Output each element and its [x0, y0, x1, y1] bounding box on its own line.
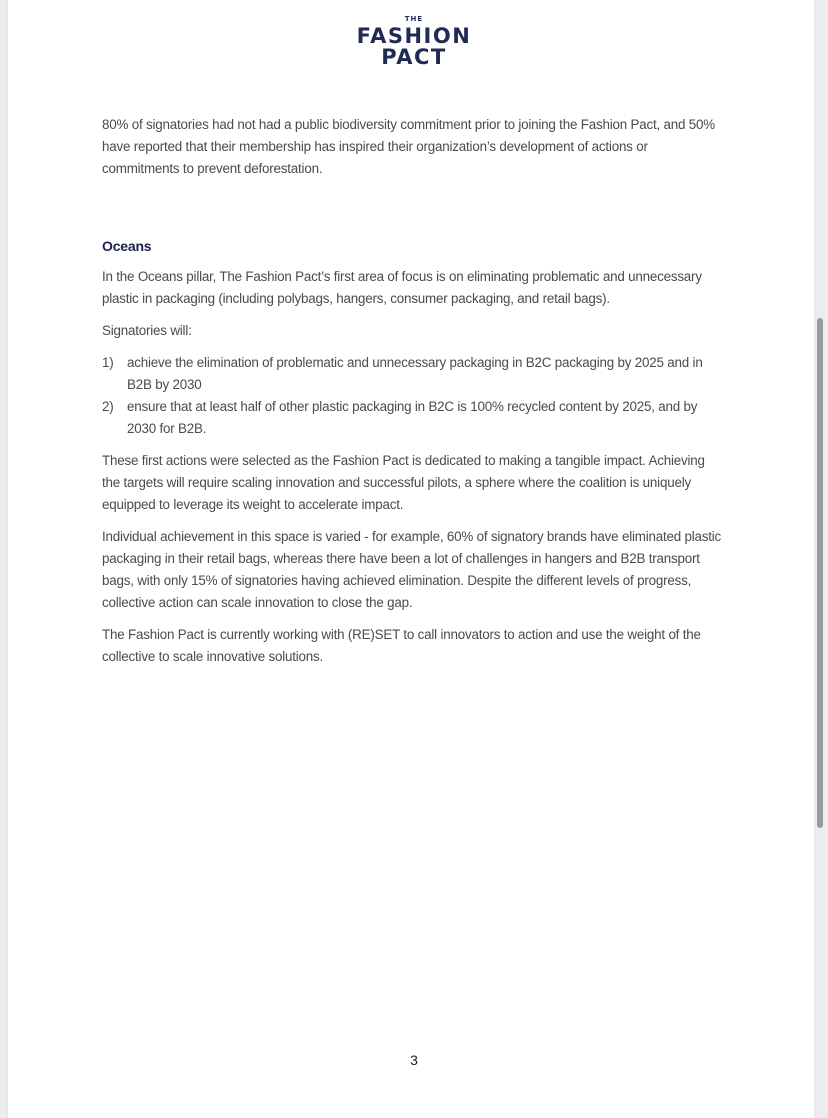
oceans-paragraph-1: In the Oceans pillar, The Fashion Pact’s first area of focus is on eliminating problematic and unnecessary plastic in packaging (including polybags, hangers, consumer packaging, and retail bags).: [102, 269, 702, 306]
fashion-pact-logo: [0, 16, 828, 68]
page-number: 3: [410, 1052, 418, 1068]
oceans-paragraph-2: These first actions were selected as the Fashion Pact is dedicated to making a tangible impact. Achieving the targets will require scaling innovation and successful pilots, a sphere where the coalition is uniquely equipped to leverage its weight to accelerate impact.: [102, 453, 705, 512]
signatories-lead: Signatories will:: [102, 323, 192, 338]
intro-paragraph: 80% of signatories had not had a public biodiversity commitment prior to joining the Fashion Pact, and 50% have reported that their membership has inspired their organization’s development of actions or commitments to prevent deforestation.: [102, 117, 715, 176]
logo-pact: PACT: [381, 45, 447, 69]
targets-list: [102, 352, 722, 440]
logo-fashion: FASHION: [356, 24, 472, 48]
oceans-heading: Oceans: [102, 238, 152, 254]
oceans-paragraph-3: Individual achievement in this space is varied - for example, 60% of signatory brands have eliminated plastic packaging in their retail bags, whereas there have been a lot of challenges in hangers and B2B transport bags, with only 15% of signatories having achieved elimination. Despite the different levels of progress, collective action can scale innovation to close the gap.: [102, 529, 722, 610]
logo-the: THE: [404, 15, 424, 23]
list-item-text: ensure that at least half of other plastic packaging in B2C is 100% recycled content by 2025, and by 2030 for B2B.: [127, 399, 698, 436]
list-item-number: 1): [102, 355, 114, 370]
oceans-paragraph-4: The Fashion Pact is currently working with (RE)SET to call innovators to action and use the weight of the collective to scale innovative solutions.: [102, 627, 701, 664]
list-item: [102, 396, 722, 440]
list-item-number: 2): [102, 399, 114, 414]
list-item-text: achieve the elimination of problematic and unnecessary packaging in B2C packaging by 2025 and in B2B by 2030: [127, 355, 703, 392]
scrollbar-thumb[interactable]: [817, 318, 823, 828]
document-body: [102, 114, 722, 678]
list-item: [102, 352, 722, 396]
